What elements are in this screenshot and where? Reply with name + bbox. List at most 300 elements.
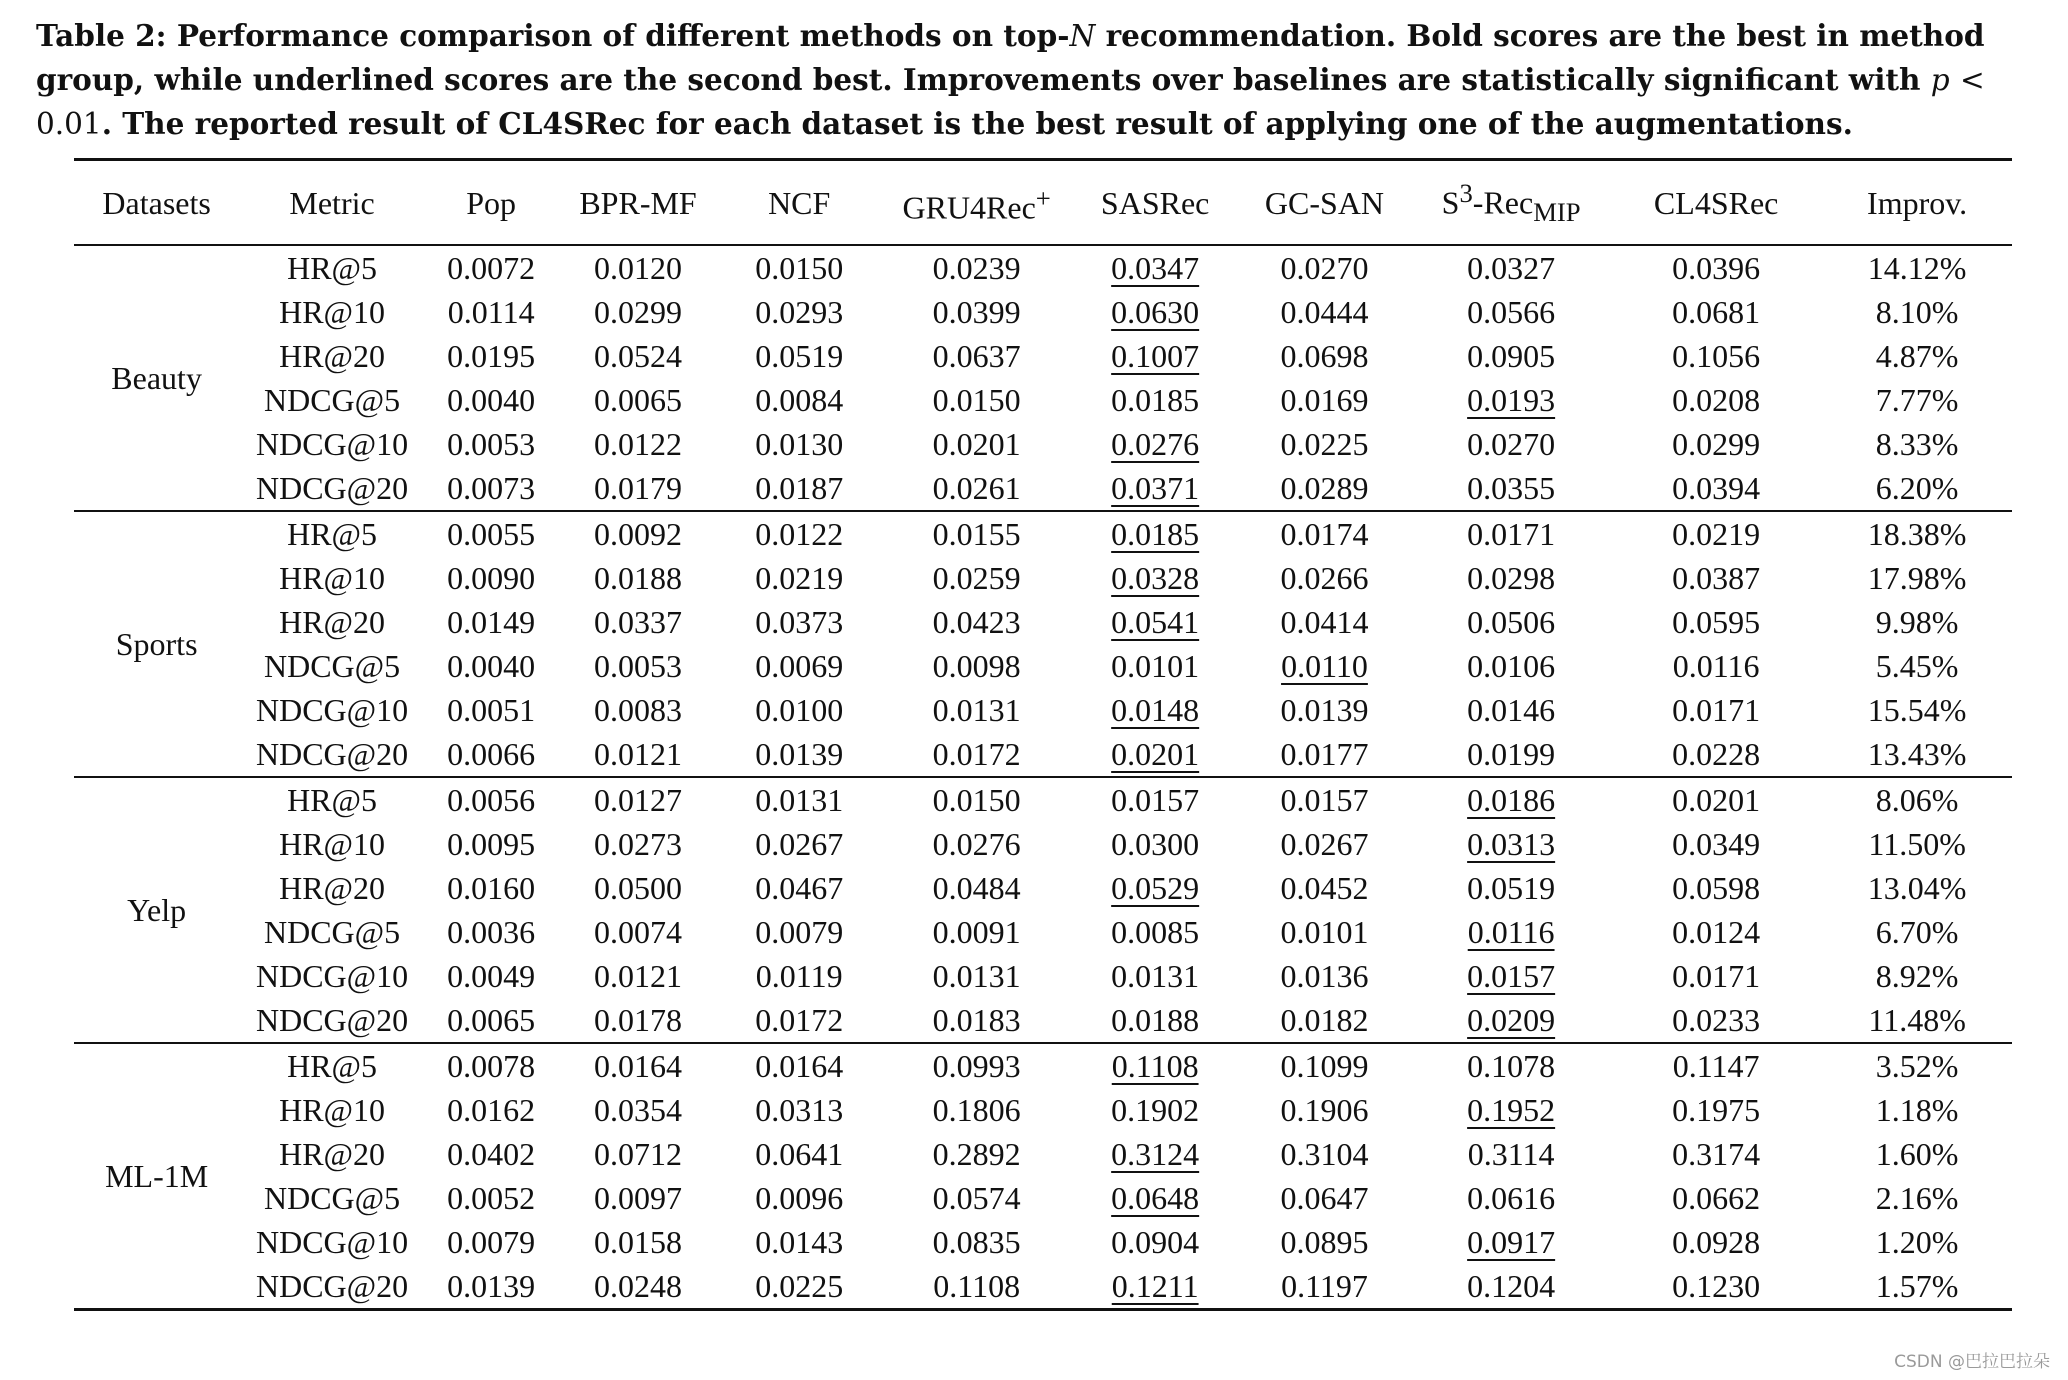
- score-cell: [1074, 290, 1237, 334]
- score-value: 0.0313: [755, 1092, 844, 1129]
- score-value: 0.0289: [1280, 470, 1369, 507]
- score-value: 0.3104: [1280, 1136, 1369, 1173]
- header-row: [74, 160, 2012, 246]
- score-cell: [719, 688, 880, 732]
- score-cell: [1412, 334, 1610, 378]
- score-cell: [880, 866, 1074, 910]
- score-cell: [557, 466, 718, 511]
- score-value: 0.0146: [1467, 692, 1556, 729]
- improvement-cell: 8.92%: [1875, 958, 1959, 995]
- header-pop: Pop: [466, 184, 517, 221]
- score-value: 0.0183: [932, 1002, 1021, 1039]
- score-cell: [719, 1264, 880, 1310]
- score-cell: [425, 600, 558, 644]
- score-value: 0.0199: [1467, 736, 1556, 773]
- score-value: 0.0300: [1111, 826, 1200, 863]
- score-value: 0.0155: [932, 516, 1021, 553]
- score-value: 0.0414: [1280, 604, 1369, 641]
- score-cell: [1237, 1264, 1412, 1310]
- score-cell: [1412, 954, 1610, 998]
- metric-name: HR@5: [287, 516, 377, 553]
- score-cell: [1074, 466, 1237, 511]
- score-value: 0.0178: [594, 1002, 683, 1039]
- score-value: 0.0276: [932, 826, 1021, 863]
- score-value: 0.0074: [594, 914, 683, 951]
- score-value: 0.0616: [1467, 1180, 1556, 1217]
- score-value: 0.0097: [594, 1180, 683, 1217]
- score-value: 0.1806: [932, 1092, 1021, 1129]
- dataset-group: [74, 245, 2012, 511]
- score-cell: [425, 866, 558, 910]
- score-value: 0.0066: [447, 736, 536, 773]
- score-cell: [1412, 822, 1610, 866]
- score-value: 0.0174: [1280, 516, 1369, 553]
- score-cell: [557, 600, 718, 644]
- score-cell: [557, 1088, 718, 1132]
- score-value: 0.0452: [1280, 870, 1369, 907]
- table-row: [74, 466, 2012, 511]
- score-cell: [557, 1264, 718, 1310]
- score-value: 0.0106: [1467, 648, 1556, 685]
- score-cell: [1412, 290, 1610, 334]
- score-cell: [880, 998, 1074, 1043]
- score-cell: [719, 556, 880, 600]
- header-ncf: NCF: [768, 184, 831, 221]
- score-value: 0.0100: [755, 692, 844, 729]
- score-cell: [557, 777, 718, 822]
- score-value: 0.0524: [594, 338, 683, 375]
- score-value: 0.0444: [1280, 294, 1369, 331]
- score-cell: [1412, 378, 1610, 422]
- score-value: 0.0065: [594, 382, 683, 419]
- improvement-cell: 6.20%: [1875, 470, 1959, 507]
- score-cell: [1610, 511, 1822, 556]
- score-value: 0.0185: [1111, 516, 1200, 553]
- score-cell: [1074, 822, 1237, 866]
- table-row: [74, 511, 2012, 556]
- score-value: 0.0895: [1280, 1224, 1369, 1261]
- score-cell: [1412, 1264, 1610, 1310]
- score-value: 0.0131: [1111, 958, 1200, 995]
- score-value: 0.0149: [447, 604, 536, 641]
- score-cell: [880, 777, 1074, 822]
- header-sasrec: SASRec: [1100, 184, 1210, 221]
- score-cell: [719, 245, 880, 290]
- score-value: 0.0078: [447, 1048, 536, 1085]
- table-row: [74, 556, 2012, 600]
- score-cell: [1074, 777, 1237, 822]
- score-cell: [1237, 732, 1412, 777]
- score-cell: [1610, 378, 1822, 422]
- score-cell: [880, 290, 1074, 334]
- score-value: 0.0993: [932, 1048, 1021, 1085]
- score-value: 0.0328: [1111, 560, 1200, 597]
- score-value: 0.0637: [932, 338, 1021, 375]
- score-cell: [425, 466, 558, 511]
- score-cell: [719, 910, 880, 954]
- score-cell: [719, 777, 880, 822]
- score-value: 0.1906: [1280, 1092, 1369, 1129]
- score-cell: [557, 1176, 718, 1220]
- score-cell: [557, 998, 718, 1043]
- score-cell: [557, 688, 718, 732]
- score-value: 0.0195: [447, 338, 536, 375]
- score-value: 0.0052: [447, 1180, 536, 1217]
- improvement-cell: 13.04%: [1867, 870, 1967, 907]
- score-value: 0.0298: [1467, 560, 1556, 597]
- score-cell: [719, 1220, 880, 1264]
- score-value: 0.1108: [933, 1268, 1021, 1305]
- score-value: 0.2892: [932, 1136, 1021, 1173]
- score-value: 0.0160: [447, 870, 536, 907]
- score-cell: [1074, 1264, 1237, 1310]
- score-value: 0.0259: [932, 560, 1021, 597]
- score-cell: [1610, 422, 1822, 466]
- score-cell: [719, 511, 880, 556]
- improvement-cell: 8.33%: [1875, 426, 1959, 463]
- score-cell: [880, 732, 1074, 777]
- score-value: 0.0150: [755, 250, 844, 287]
- score-value: 0.0092: [594, 516, 683, 553]
- score-cell: [1412, 245, 1610, 290]
- score-cell: [1237, 556, 1412, 600]
- score-value: 0.0085: [1111, 914, 1200, 951]
- score-cell: [1237, 334, 1412, 378]
- score-cell: [880, 1264, 1074, 1310]
- header-datasets: Datasets: [102, 184, 211, 221]
- score-cell: [1074, 910, 1237, 954]
- metric-name: NDCG@20: [255, 736, 409, 773]
- score-cell: [719, 422, 880, 466]
- score-value: 0.0354: [594, 1092, 683, 1129]
- score-cell: [1074, 422, 1237, 466]
- score-value: 0.0150: [932, 782, 1021, 819]
- table-row: [74, 777, 2012, 822]
- score-cell: [557, 732, 718, 777]
- score-value: 0.0040: [447, 382, 536, 419]
- metric-name: HR@5: [287, 1048, 377, 1085]
- header-improv: Improv.: [1867, 184, 1968, 221]
- metric-name: NDCG@10: [255, 426, 409, 463]
- score-cell: [1237, 777, 1412, 822]
- score-value: 0.0114: [447, 294, 535, 331]
- metric-name: NDCG@5: [263, 382, 401, 419]
- score-cell: [1237, 910, 1412, 954]
- score-value: 0.3114: [1467, 1136, 1555, 1173]
- score-value: 0.1902: [1111, 1092, 1200, 1129]
- score-value: 0.0186: [1467, 782, 1556, 819]
- score-cell: [880, 378, 1074, 422]
- score-cell: [719, 954, 880, 998]
- score-cell: [1074, 1132, 1237, 1176]
- improvement-cell: 15.54%: [1867, 692, 1967, 729]
- score-cell: [1412, 866, 1610, 910]
- score-value: 0.0225: [755, 1268, 844, 1305]
- score-value: 0.1108: [1111, 1048, 1199, 1085]
- score-cell: [719, 466, 880, 511]
- watermark: CSDN @巴拉巴拉朵: [1894, 1352, 2050, 1372]
- score-value: 0.1056: [1672, 338, 1761, 375]
- score-value: 0.0188: [594, 560, 683, 597]
- dataset-name: Sports: [115, 626, 198, 663]
- score-value: 0.0079: [755, 914, 844, 951]
- score-value: 0.0595: [1672, 604, 1761, 641]
- score-value: 0.0136: [1280, 958, 1369, 995]
- score-value: 0.0169: [1280, 382, 1369, 419]
- score-cell: [1074, 1043, 1237, 1088]
- score-cell: [425, 644, 558, 688]
- score-value: 0.0139: [1280, 692, 1369, 729]
- score-cell: [880, 822, 1074, 866]
- score-cell: [1074, 1176, 1237, 1220]
- score-cell: [1074, 866, 1237, 910]
- table-row: [74, 600, 2012, 644]
- score-value: 0.0101: [1280, 914, 1369, 951]
- score-cell: [1412, 1043, 1610, 1088]
- score-cell: [1237, 290, 1412, 334]
- header-bpr-mf: BPR-MF: [579, 184, 697, 221]
- score-value: 0.1147: [1672, 1048, 1760, 1085]
- score-cell: [1074, 1088, 1237, 1132]
- table-row: [74, 644, 2012, 688]
- score-cell: [1237, 600, 1412, 644]
- score-cell: [425, 1043, 558, 1088]
- score-value: 0.0662: [1672, 1180, 1761, 1217]
- score-cell: [719, 822, 880, 866]
- score-cell: [1610, 777, 1822, 822]
- score-cell: [557, 1043, 718, 1088]
- improvement-cell: 3.52%: [1875, 1048, 1959, 1085]
- metric-name: HR@20: [279, 1136, 385, 1173]
- improvement-cell: 1.57%: [1875, 1268, 1959, 1305]
- score-value: 0.0124: [1672, 914, 1761, 951]
- score-cell: [1412, 910, 1610, 954]
- score-cell: [1074, 245, 1237, 290]
- score-cell: [1237, 866, 1412, 910]
- table-row: [74, 334, 2012, 378]
- score-value: 0.0095: [447, 826, 536, 863]
- score-cell: [719, 600, 880, 644]
- score-value: 0.0208: [1672, 382, 1761, 419]
- score-value: 0.0049: [447, 958, 536, 995]
- score-value: 0.1211: [1111, 1268, 1199, 1305]
- score-cell: [1412, 1176, 1610, 1220]
- score-cell: [1412, 511, 1610, 556]
- score-value: 0.0110: [1281, 648, 1368, 685]
- score-value: 0.0641: [755, 1136, 844, 1173]
- score-cell: [1237, 1220, 1412, 1264]
- score-cell: [1074, 511, 1237, 556]
- score-cell: [880, 1132, 1074, 1176]
- score-value: 0.0069: [755, 648, 844, 685]
- score-cell: [425, 290, 558, 334]
- score-cell: [557, 822, 718, 866]
- score-cell: [880, 245, 1074, 290]
- improvement-cell: 8.06%: [1875, 782, 1959, 819]
- score-cell: [719, 290, 880, 334]
- table-row: [74, 1220, 2012, 1264]
- score-value: 0.0121: [594, 736, 683, 773]
- score-cell: [719, 378, 880, 422]
- score-value: 0.0201: [1672, 782, 1761, 819]
- score-value: 0.3124: [1111, 1136, 1200, 1173]
- score-value: 0.1204: [1467, 1268, 1556, 1305]
- score-value: 0.0073: [447, 470, 536, 507]
- score-cell: [880, 1088, 1074, 1132]
- score-cell: [719, 644, 880, 688]
- score-value: 0.0185: [1111, 382, 1200, 419]
- metric-name: HR@20: [279, 870, 385, 907]
- score-value: 0.1197: [1281, 1268, 1368, 1305]
- table-caption: Table 2: Performance comparison of different methods on top-N recommendation. Bold scores are the best in method group, while underlined scores are the second best. Improvements over baselines are statistically significant with p < 0.01. The reported result of CL4SRec for each dataset is the best result of applying one of the augmentations.: [36, 18, 1985, 141]
- score-value: 0.0276: [1111, 426, 1200, 463]
- score-value: 0.0120: [594, 250, 683, 287]
- improvement-cell: 11.50%: [1868, 826, 1966, 863]
- table-row: [74, 866, 2012, 910]
- metric-name: HR@10: [279, 560, 385, 597]
- score-value: 0.0072: [447, 250, 536, 287]
- metric-name: NDCG@20: [255, 1268, 409, 1305]
- metric-name: NDCG@5: [263, 648, 401, 685]
- score-value: 0.0248: [594, 1268, 683, 1305]
- score-cell: [557, 511, 718, 556]
- score-cell: [1237, 1043, 1412, 1088]
- score-value: 0.0681: [1672, 294, 1761, 331]
- metric-name: NDCG@10: [255, 1224, 409, 1261]
- score-cell: [425, 688, 558, 732]
- improvement-cell: 13.43%: [1867, 736, 1967, 773]
- score-cell: [557, 1220, 718, 1264]
- score-value: 0.0648: [1111, 1180, 1200, 1217]
- score-value: 0.0349: [1672, 826, 1761, 863]
- score-value: 0.0122: [755, 516, 844, 553]
- score-value: 0.0201: [932, 426, 1021, 463]
- score-value: 0.0355: [1467, 470, 1556, 507]
- score-cell: [880, 1043, 1074, 1088]
- score-value: 0.0139: [447, 1268, 536, 1305]
- score-cell: [425, 334, 558, 378]
- score-cell: [719, 866, 880, 910]
- score-cell: [1610, 245, 1822, 290]
- score-value: 0.0396: [1672, 250, 1761, 287]
- score-value: 0.0270: [1280, 250, 1369, 287]
- score-cell: [1610, 732, 1822, 777]
- score-cell: [425, 1220, 558, 1264]
- improvement-cell: 17.98%: [1867, 560, 1967, 597]
- improvement-cell: 11.48%: [1868, 1002, 1966, 1039]
- score-cell: [1074, 688, 1237, 732]
- score-cell: [557, 866, 718, 910]
- score-cell: [1412, 688, 1610, 732]
- table-row: [74, 422, 2012, 466]
- header-cl4srec: CL4SRec: [1653, 184, 1779, 221]
- metric-name: HR@10: [279, 826, 385, 863]
- score-value: 0.0157: [1467, 958, 1556, 995]
- score-value: 0.0162: [447, 1092, 536, 1129]
- score-cell: [425, 1132, 558, 1176]
- score-value: 0.0055: [447, 516, 536, 553]
- table-row: [74, 1043, 2012, 1088]
- improvement-cell: 5.45%: [1875, 648, 1959, 685]
- score-value: 0.0036: [447, 914, 536, 951]
- score-cell: [425, 910, 558, 954]
- score-value: 0.0835: [932, 1224, 1021, 1261]
- score-value: 0.0423: [932, 604, 1021, 641]
- score-cell: [425, 998, 558, 1043]
- score-cell: [1237, 1088, 1412, 1132]
- score-value: 0.0712: [594, 1136, 683, 1173]
- score-cell: [1237, 1132, 1412, 1176]
- improvement-cell: 2.16%: [1875, 1180, 1959, 1217]
- header-metric: Metric: [289, 184, 375, 221]
- score-value: 0.0904: [1111, 1224, 1200, 1261]
- improvement-cell: 8.10%: [1875, 294, 1959, 331]
- score-cell: [880, 334, 1074, 378]
- score-cell: [1237, 998, 1412, 1043]
- score-value: 0.0193: [1467, 382, 1556, 419]
- header-gru4rec: GRU4Rec+: [902, 182, 1051, 226]
- metric-name: HR@10: [279, 294, 385, 331]
- score-cell: [1237, 245, 1412, 290]
- score-cell: [425, 954, 558, 998]
- score-value: 0.0187: [755, 470, 844, 507]
- score-cell: [557, 910, 718, 954]
- score-cell: [1412, 1088, 1610, 1132]
- score-cell: [557, 334, 718, 378]
- table-row: [74, 954, 2012, 998]
- score-value: 0.0164: [755, 1048, 844, 1085]
- score-cell: [1610, 910, 1822, 954]
- improvement-cell: 18.38%: [1867, 516, 1967, 553]
- caption-label: Table 2:: [36, 18, 167, 53]
- score-value: 0.0040: [447, 648, 536, 685]
- score-cell: [1412, 644, 1610, 688]
- score-cell: [880, 910, 1074, 954]
- score-value: 0.0084: [755, 382, 844, 419]
- score-cell: [880, 600, 1074, 644]
- improvement-cell: 1.18%: [1875, 1092, 1959, 1129]
- score-cell: [719, 1176, 880, 1220]
- score-cell: [1610, 1220, 1822, 1264]
- score-value: 0.0228: [1672, 736, 1761, 773]
- metric-name: NDCG@5: [263, 1180, 401, 1217]
- table-row: [74, 822, 2012, 866]
- score-cell: [880, 422, 1074, 466]
- score-cell: [1610, 822, 1822, 866]
- score-value: 0.0083: [594, 692, 683, 729]
- score-cell: [1412, 1132, 1610, 1176]
- results-table: [74, 158, 2012, 1311]
- score-cell: [557, 556, 718, 600]
- score-cell: [719, 1043, 880, 1088]
- score-value: 0.0051: [447, 692, 536, 729]
- dataset-group: [74, 777, 2012, 1043]
- score-value: 0.0157: [1280, 782, 1369, 819]
- score-cell: [1237, 1176, 1412, 1220]
- score-cell: [425, 732, 558, 777]
- metric-name: NDCG@10: [255, 958, 409, 995]
- score-value: 0.0079: [447, 1224, 536, 1261]
- score-value: 0.0574: [932, 1180, 1021, 1217]
- metric-name: HR@5: [287, 782, 377, 819]
- score-value: 0.0261: [932, 470, 1021, 507]
- score-cell: [1237, 822, 1412, 866]
- score-cell: [425, 511, 558, 556]
- score-value: 0.0698: [1280, 338, 1369, 375]
- score-cell: [1237, 644, 1412, 688]
- metric-name: NDCG@20: [255, 470, 409, 507]
- score-value: 0.0148: [1111, 692, 1200, 729]
